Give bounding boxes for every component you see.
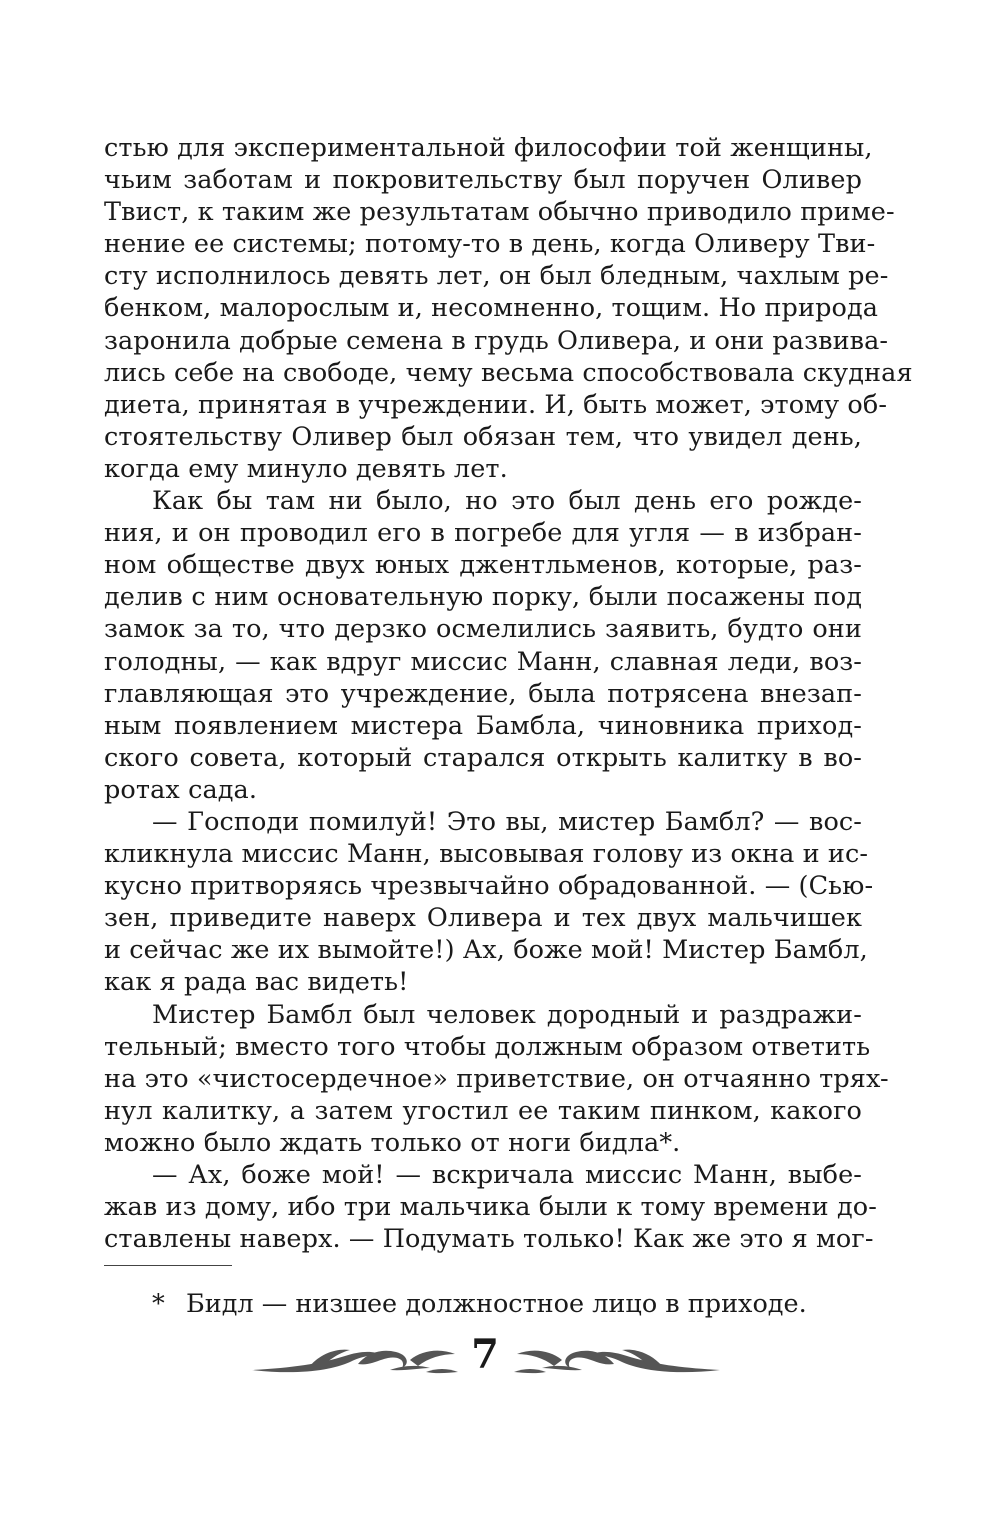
text-line: можно было ждать только от ноги бидла*. xyxy=(104,1127,681,1158)
text-line: нение ее системы; потому-то в день, когда Оливеру Тви- xyxy=(104,229,876,260)
text-line: ского совета, который старался открыть калитку в во- xyxy=(104,742,862,773)
footnote-text: Бидл — низшее должностное лицо в приходе. xyxy=(186,1289,807,1319)
text-line: диета, принятая в учреждении. И, быть может, этому об- xyxy=(104,389,888,420)
text-line: главляющая это учреждение, была потрясена внезап- xyxy=(104,678,862,709)
text-line: лись себе на свободе, чему весьма способствовала скудная xyxy=(104,357,913,388)
text-line: и сейчас же их вымойте!) Ах, боже мой! Мистер Бамбл, xyxy=(104,935,868,966)
text-line: заронила добрые семена в грудь Оливера, и они развива- xyxy=(104,325,889,356)
text-line: кусно притворяясь чрезвычайно обрадованной. — (Сью- xyxy=(104,871,874,902)
text-line: чьим заботам и покровительству был поручен Оливер xyxy=(104,165,862,196)
paragraph-3 xyxy=(104,806,874,999)
left-flourish-icon xyxy=(250,1340,460,1380)
right-flourish-icon xyxy=(512,1340,722,1380)
text-line: — Господи помилуй! Это вы, мистер Бамбл? — вос- xyxy=(152,806,862,837)
text-line: жав из дому, ибо три мальчика были к тому времени до- xyxy=(104,1192,877,1223)
text-line: кликнула миссис Манн, высовывая голову из окна и ис- xyxy=(104,839,869,870)
text-line: ным появлением мистера Бамбла, чиновника приход- xyxy=(104,710,862,741)
text-line: Мистер Бамбл был человек дородный и раздражи- xyxy=(152,999,862,1030)
text-line: стоятельству Оливер был обязан тем, что увидел день, xyxy=(104,421,862,452)
text-line: — Ах, боже мой! — вскричала миссис Манн, выбе- xyxy=(152,1160,862,1190)
text-line: зен, приведите наверх Оливера и тех двух мальчишек xyxy=(104,903,862,934)
text-line: замок за то, что дерзко осмелились заявить, будто они xyxy=(104,614,862,645)
text-line: делив с ним основательную порку, были посажены под xyxy=(104,582,862,613)
text-line: Как бы там ни было, но это был день его рожде- xyxy=(152,486,862,517)
text-line: стью для экспериментальной философии той женщины, xyxy=(104,133,873,163)
paragraph-4 xyxy=(104,999,889,1159)
text-line: Твист, к таким же результатам обычно приводило приме- xyxy=(104,197,895,228)
text-line: сту исполнилось девять лет, он был бледным, чахлым ре- xyxy=(104,261,889,292)
text-line: голодны, — как вдруг миссис Манн, славная леди, воз- xyxy=(104,646,862,677)
page-number: 7 xyxy=(471,1331,499,1378)
text-line: ротах сада. xyxy=(104,774,258,805)
paragraph-1 xyxy=(104,132,913,485)
footnote-divider xyxy=(104,1265,232,1266)
text-line: когда ему минуло девять лет. xyxy=(104,453,508,484)
page-footer xyxy=(0,1330,1000,1390)
text-line: ставлены наверх. — Подумать только! Как же это я мог- xyxy=(104,1224,874,1255)
text-line: нул калитку, а затем угостил ее таким пинком, какого xyxy=(104,1095,862,1126)
text-line: ния, и он проводил его в погребе для угля — в избран- xyxy=(104,518,862,549)
text-line: на это «чистосердечное» приветствие, он отчаянно тряx- xyxy=(104,1063,889,1094)
text-line: тельный; вместо того чтобы должным образом ответить xyxy=(104,1031,871,1062)
page-body xyxy=(104,132,913,1255)
paragraph-2 xyxy=(104,485,862,806)
text-line: бенком, малорослым и, несомненно, тощим. Но природа xyxy=(104,293,879,324)
text-line: ном обществе двух юных джентльменов, которые, раз- xyxy=(104,550,862,581)
footnote xyxy=(152,1288,807,1320)
paragraph-5 xyxy=(104,1159,877,1255)
text-line: как я рада вас видеть! xyxy=(104,967,409,998)
footnote-mark: * xyxy=(152,1289,165,1319)
